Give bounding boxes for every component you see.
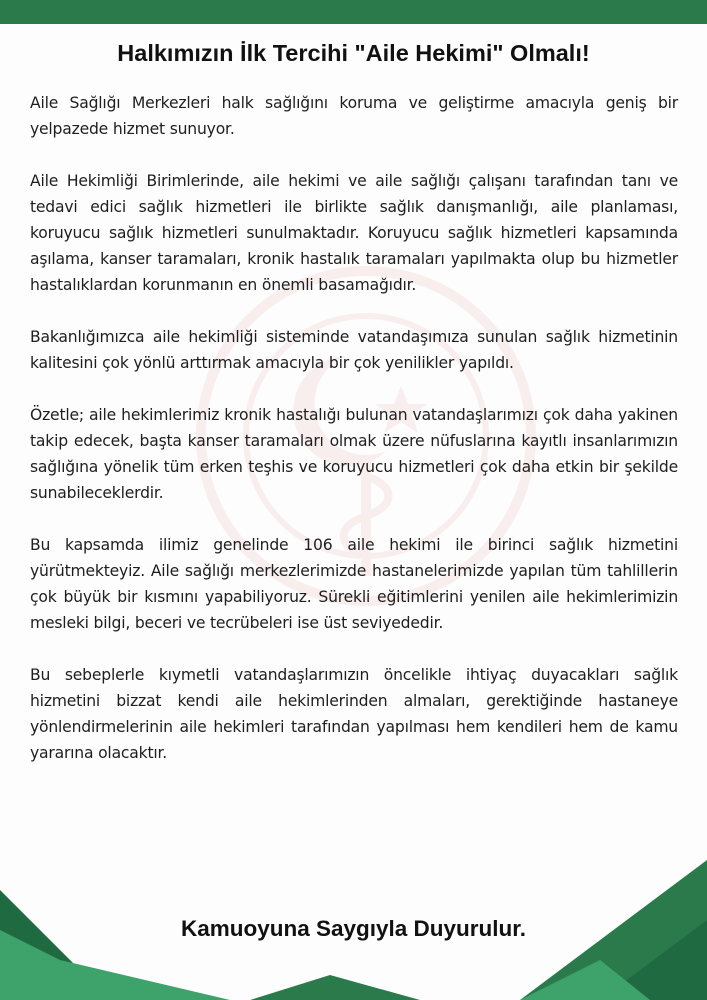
body-text — [30, 90, 678, 792]
paragraph-4: Özetle; aile hekimlerimiz kronik hastalığı bulunan vatandaşlarımızı çok daha yakinen takip edecek, başta kanser taramaları olmak üzere nüfuslarına kayıtlı insanlarımızın sağlığına yönelik tüm erken teşhis ve koruyucu hizmetleri çok daha etkin bir şekilde sunabileceklerdir. — [30, 406, 678, 502]
closing-statement: Kamuoyuna Saygıyla Duyurulur. — [180, 916, 527, 941]
paragraph-5: Bu kapsamda ilimiz genelinde 106 aile hekimi ile birinci sağlık hizmetini yürütmekteyiz. Aile sağlığı merkezlerimizde hastanelerimizde yapılan tüm tahlillerin çok büyük bir kısmını yapabiliyoruz. Sürekli eğitimlerini yenilen aile hekimlerimizin mesleki bilgi, beceri ve tecrübeleri ise üst seviyededir. — [30, 536, 678, 632]
page-title: Halkımızın İlk Tercihi "Aile Hekimi" Olmalı! — [117, 40, 590, 66]
paragraph-2: Aile Hekimliği Birimlerinde, aile hekimi ve aile sağlığı çalışanı tarafından tanı ve tedavi edici sağlık hizmetleri ile birlikte sağlık danışmanlığı, aile planlaması, koruyucu sağlık hizmetleri sunulmaktadır. Koruyucu sağlık hizmetleri kapsamında aşılama, kanser taramaları, kronik hastalık taramaları yapılmakta olup bu hizmetler hastalıklardan korunmanın en önemli basamağıdır. — [30, 172, 678, 294]
paragraph-6: Bu sebeplerle kıymetli vatandaşlarımızın öncelikle ihtiyaç duyacakları sağlık hizmetini bizzat kendi aile hekimlerinden almaları, gerektiğinde hastaneye yönlendirmelerinin aile hekimleri tarafından yapılması hem kendileri hem de kamu yararına olacaktır. — [30, 666, 678, 762]
paragraph-1: Aile Sağlığı Merkezleri halk sağlığını koruma ve geliştirme amacıyla geniş bir yelpazede hizmet sunuyor. — [30, 94, 678, 138]
paragraph-3: Bakanlığımızca aile hekimliği sisteminde vatandaşımıza sunulan sağlık hizmetinin kalitesini çok yönlü arttırmak amacıyla bir çok yenilikler yapıldı. — [30, 328, 678, 372]
